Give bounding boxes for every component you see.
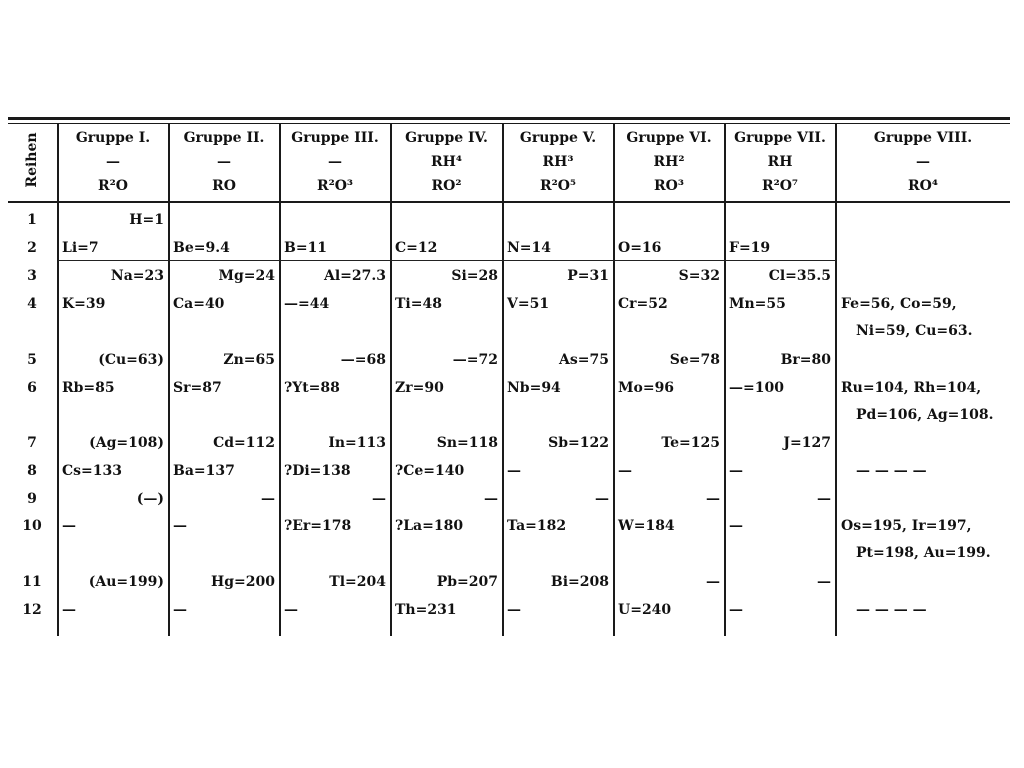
element-cell: W=184 (618, 518, 675, 534)
group-oxide: R²O (98, 178, 128, 194)
group-header-2 (169, 126, 279, 200)
element-cell: Cl=35.5 (768, 268, 831, 284)
element-cell: C=12 (395, 240, 438, 256)
element-cell: S=32 (678, 268, 720, 284)
table-top-rule-thick (8, 117, 1010, 120)
row-number: 12 (22, 602, 42, 618)
group-hydride: RH² (653, 154, 685, 170)
group-name: Gruppe VIII. (873, 130, 973, 146)
element-cell: Zn=65 (223, 352, 275, 368)
element-cell: Os=195, Ir=197, (841, 518, 972, 534)
element-cell: Li=7 (62, 240, 99, 256)
row-number: 1 (27, 212, 37, 228)
element-cell: Br=80 (780, 352, 831, 368)
group-header-6 (614, 126, 724, 200)
element-cell: —=72 (452, 352, 498, 368)
group-header-4 (391, 126, 502, 200)
element-cell: N=14 (507, 240, 552, 256)
element-cell: Ta=182 (507, 518, 567, 534)
element-cell: Mn=55 (729, 296, 786, 312)
element-cell: — (372, 491, 386, 507)
group-oxide: R²O³ (316, 178, 354, 194)
element-cell: Ba=137 (173, 463, 235, 479)
element-cell: Na=23 (110, 268, 164, 284)
column-divider (390, 124, 392, 636)
group-oxide: RO³ (654, 178, 684, 194)
element-cell: — (595, 491, 609, 507)
element-cell: Cr=52 (618, 296, 668, 312)
column-divider (502, 124, 504, 636)
element-cell: Ti=48 (395, 296, 442, 312)
group-header-7 (725, 126, 835, 200)
element-cell: — (62, 518, 76, 534)
row-number: 5 (27, 352, 37, 368)
group-name: Gruppe V. (519, 130, 597, 146)
element-cell: — (507, 463, 521, 479)
element-cell: — (706, 574, 720, 590)
row-number: 7 (27, 435, 37, 451)
row-number: 11 (22, 574, 42, 590)
group-hydride: — (217, 154, 231, 170)
element-cell: (Ag=108) (89, 435, 164, 451)
element-cell: — (618, 463, 632, 479)
element-cell: —=100 (729, 380, 784, 396)
element-cell: (Au=199) (88, 574, 164, 590)
row-number: 4 (27, 296, 37, 312)
element-cell: Tl=204 (329, 574, 386, 590)
group-header-8 (836, 126, 1010, 200)
element-cell: Sn=118 (436, 435, 498, 451)
group-oxide: R²O⁷ (761, 178, 799, 194)
group-name: Gruppe IV. (405, 130, 488, 146)
row-number: 3 (27, 268, 37, 284)
row-separator (58, 260, 836, 261)
element-cell: Cs=133 (62, 463, 122, 479)
element-cell: Pb=207 (436, 574, 498, 590)
element-cell: — (729, 602, 743, 618)
element-cell: P=31 (567, 268, 609, 284)
element-cell: U=240 (618, 602, 672, 618)
group-hydride: — (106, 154, 120, 170)
column-divider (279, 124, 281, 636)
element-cell: — (173, 518, 187, 534)
column-divider (168, 124, 170, 636)
element-cell: Ru=104, Rh=104, (841, 380, 982, 396)
element-cell: Rb=85 (62, 380, 115, 396)
group-oxide: RO² (431, 178, 462, 194)
element-cell: Be=9.4 (173, 240, 230, 256)
element-cell: — (173, 602, 187, 618)
element-cell: ?La=180 (395, 518, 464, 534)
element-cell: Bi=208 (550, 574, 609, 590)
group-name: Gruppe I. (75, 130, 151, 146)
group-hydride: — (916, 154, 930, 170)
group-header-1 (58, 126, 168, 200)
element-cell: Th=231 (395, 602, 457, 618)
element-cell: F=19 (729, 240, 771, 256)
row-number: 10 (22, 518, 42, 534)
element-cell: — (484, 491, 498, 507)
element-cell: Sr=87 (173, 380, 222, 396)
element-cell: ?Ce=140 (395, 463, 465, 479)
element-cell: Hg=200 (211, 574, 275, 590)
element-cell: Ca=40 (173, 296, 225, 312)
element-cell: — (817, 491, 831, 507)
element-cell: —=68 (340, 352, 386, 368)
element-cell: H=1 (129, 212, 164, 228)
column-divider (57, 124, 59, 636)
header-bottom-rule (8, 201, 1010, 203)
element-cell: (—) (136, 491, 164, 507)
element-cell: ?Er=178 (284, 518, 352, 534)
element-cell: Si=28 (451, 268, 498, 284)
group-name: Gruppe VI. (626, 130, 712, 146)
element-cell: K=39 (62, 296, 106, 312)
element-cell: — (62, 602, 76, 618)
element-cell: Se=78 (669, 352, 720, 368)
group-name: Gruppe II. (183, 130, 265, 146)
reihen-label: Reihen (24, 132, 40, 188)
row-number: 6 (27, 380, 37, 396)
row-number: 2 (27, 240, 37, 256)
column-divider (613, 124, 615, 636)
group-hydride: — (328, 154, 342, 170)
element-cell: Mg=24 (218, 268, 275, 284)
group-header-3 (280, 126, 390, 200)
element-cell: — — — — (856, 602, 927, 618)
element-cell: — (729, 518, 743, 534)
element-cell: B=11 (284, 240, 328, 256)
element-cell: — (817, 574, 831, 590)
group-hydride: RH³ (542, 154, 574, 170)
column-divider (835, 124, 837, 636)
element-cell: — (507, 602, 521, 618)
element-cell: In=113 (328, 435, 386, 451)
group-hydride: RH⁴ (431, 154, 462, 170)
group-name: Gruppe III. (291, 130, 379, 146)
group-name: Gruppe VII. (734, 130, 826, 146)
element-cell: Zr=90 (395, 380, 444, 396)
element-cell: Al=27.3 (323, 268, 386, 284)
element-cell: — (729, 463, 743, 479)
element-cell: — (706, 491, 720, 507)
element-cell: Nb=94 (507, 380, 561, 396)
element-cell: Fe=56, Co=59, (841, 296, 957, 312)
element-cell-continuation: Pd=106, Ag=108. (856, 407, 994, 423)
element-cell-continuation: Pt=198, Au=199. (856, 545, 991, 561)
element-cell: Cd=112 (213, 435, 275, 451)
element-cell: (Cu=63) (98, 352, 164, 368)
element-cell: ?Di=138 (284, 463, 351, 479)
element-cell: V=51 (507, 296, 550, 312)
table-top-rule-thin (8, 123, 1010, 124)
element-cell: O=16 (618, 240, 662, 256)
row-number: 9 (27, 491, 37, 507)
element-cell: — — — — (856, 463, 927, 479)
group-oxide: R²O⁵ (539, 178, 577, 194)
group-oxide: RO⁴ (908, 178, 938, 194)
element-cell: — (284, 602, 298, 618)
element-cell: — (261, 491, 275, 507)
element-cell: Mo=96 (618, 380, 675, 396)
element-cell: Sb=122 (548, 435, 609, 451)
group-hydride: RH (767, 154, 793, 170)
element-cell: J=127 (783, 435, 831, 451)
element-cell: ?Yt=88 (284, 380, 340, 396)
column-divider (724, 124, 726, 636)
group-oxide: RO (212, 178, 236, 194)
group-header-5 (503, 126, 613, 200)
element-cell: —=44 (284, 296, 330, 312)
element-cell: Te=125 (661, 435, 720, 451)
element-cell: As=75 (559, 352, 609, 368)
row-number: 8 (27, 463, 37, 479)
element-cell-continuation: Ni=59, Cu=63. (856, 323, 973, 339)
